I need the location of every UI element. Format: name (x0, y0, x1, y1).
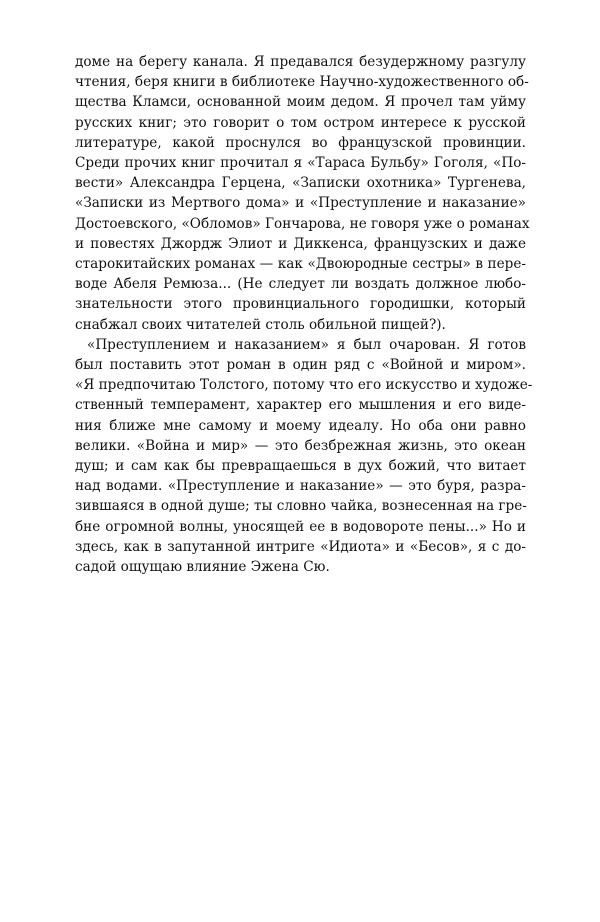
text-line: «Я предпочитаю Толстого, потому что его искусство и художе- (75, 377, 533, 394)
body-text (75, 52, 533, 577)
text-line: и повестях Джордж Элиот и Диккенса, французских и даже (75, 235, 526, 252)
text-line: зившаяся в одной душе; ты словно чайка, вознесенная на гре- (75, 498, 527, 515)
text-line: садой ощущаю влияние Эжена Сю. (75, 559, 330, 576)
text-line: русских книг; это говорит о том остром интересе к русской (75, 114, 526, 131)
text-line: был поставить этот роман в один ряд с «Войной и миром». (75, 357, 526, 374)
text-line: старокитайских романах — как «Двоюродные сестры» в пере- (75, 256, 526, 273)
text-line: бне огромной волны, уносящей ее в водовороте пены...» Но и (75, 518, 526, 535)
text-line: чтения, беря книги в библиотеке Научно-художественного об- (75, 74, 529, 91)
text-line: литературе, какой проснулся во французской провинции. (75, 134, 526, 151)
text-line: ственный темперамент, характер его мышления и его видe- (75, 397, 526, 414)
text-line: щества Кламси, основанной моим дедом. Я прочел там уйму (75, 94, 526, 111)
text-line: Достоевского, «Обломов» Гончарова, не говоря уже о романах (75, 215, 530, 232)
text-line: над водами. «Преступление и наказание» — это буря, разра- (75, 478, 526, 495)
text-line: велики. «Война и мир» — это безбрежная жизнь, это океан (75, 437, 526, 454)
text-line: доме на берегу канала. Я предавался безудержному разгулу (75, 54, 526, 70)
paragraph-1 (75, 52, 530, 335)
text-line: знательности этого провинциального городишки, который (75, 296, 526, 313)
text-line: ния ближе мне самому и моему идеалу. Но оба они равно (75, 417, 526, 434)
text-line: Среди прочих книг прочитал я «Тараса Бульбу» Гоголя, «По- (75, 155, 526, 172)
text-line: вести» Александра Герцена, «Записки охотника» Тургенева, (75, 175, 526, 192)
text-line: душ; и сам как бы превращаешься в дух божий, что витает (75, 458, 526, 475)
text-line: «Преступлением и наказанием» я был очарован. Я готов (87, 336, 526, 353)
text-line: воде Абеля Ремюза... (Не следует ли воздать должное любо- (75, 276, 526, 293)
text-line: «Записки из Мертвого дома» и «Преступление и наказание» (75, 195, 526, 212)
text-line: здесь, как в запутанной интриге «Идиота» и «Бесов», я с до- (75, 538, 526, 555)
paragraph-2 (75, 335, 533, 577)
text-line: снабжал своих читателей столь обильной пищей?). (75, 316, 446, 333)
